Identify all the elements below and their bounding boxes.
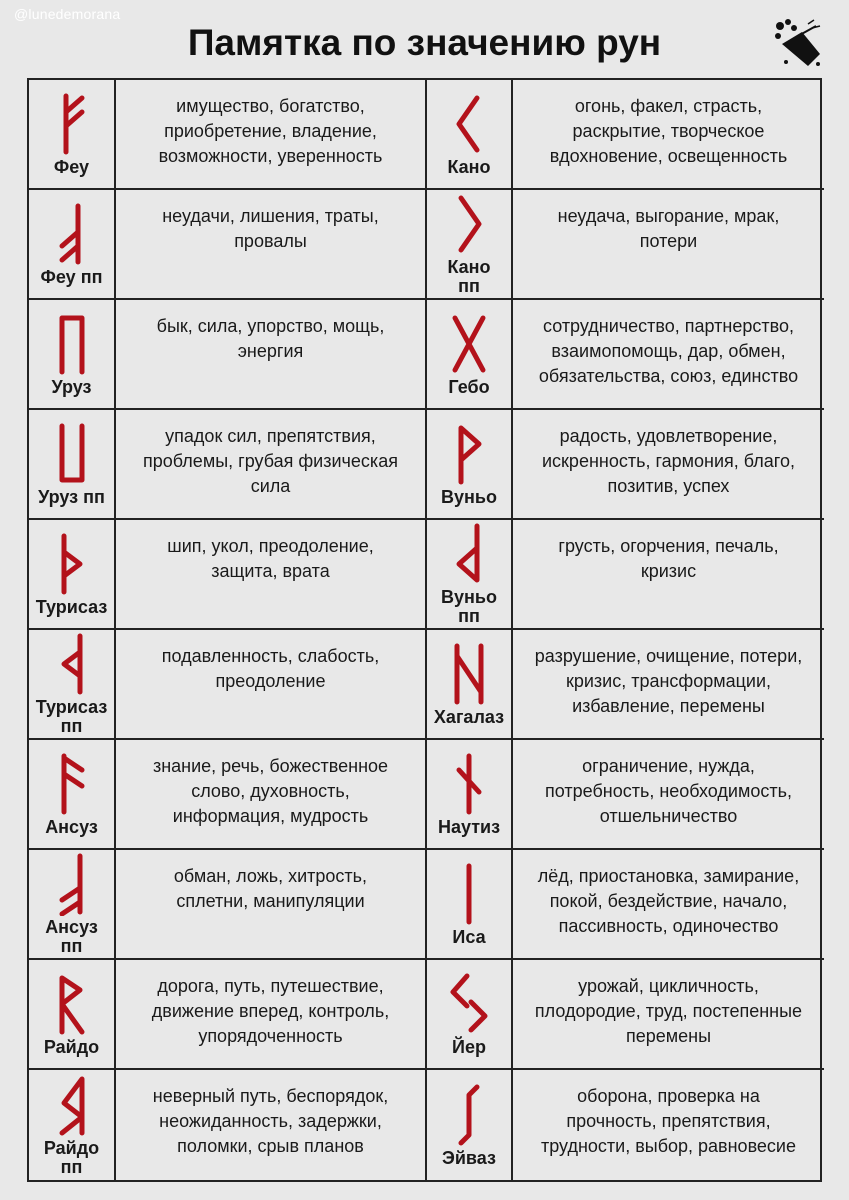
rune-nauthiz-icon: [447, 752, 491, 816]
rune-meaning-cell: [116, 630, 427, 740]
rune-symbol-cell: [29, 1070, 116, 1180]
rune-symbol-cell: [29, 630, 116, 740]
rune-symbol-cell: [29, 520, 116, 630]
rune-wunjo-icon: [447, 422, 491, 486]
rune-name: Райдо пп: [43, 1138, 100, 1177]
rune-meaning: неудача, выгорание, мрак, потери: [557, 206, 780, 251]
rune-symbol-cell: [427, 190, 513, 300]
rune-meaning: разрушение, очищение, потери, кризис, трансформации, избавление, перемены: [534, 646, 803, 716]
rune-meaning-cell: [513, 80, 824, 190]
rune-name: Гебо: [448, 376, 490, 397]
rune-meaning-cell: [116, 410, 427, 520]
rune-name: Эйваз: [442, 1147, 496, 1168]
rune-meaning: урожай, цикличность, плодородие, труд, постепенные перемены: [534, 976, 803, 1046]
rune-meaning: упадок сил, препятствия, проблемы, грубая физическая сила: [143, 426, 398, 496]
rune-meaning: бык, сила, упорство, мощь, энергия: [156, 316, 385, 361]
rune-ansuz-icon: [50, 752, 94, 816]
rune-meaning-cell: [116, 740, 427, 850]
watermark: @lunedemorana: [14, 6, 121, 22]
rune-ansuz-reversed-icon: [50, 852, 94, 916]
rune-meaning-cell: [513, 300, 824, 410]
rune-meaning: имущество, богатство, приобретение, владение, возможности, уверенность: [158, 96, 383, 166]
rune-kano-reversed-icon: [447, 192, 491, 256]
rune-meaning-cell: [116, 960, 427, 1070]
rune-meaning-cell: [116, 1070, 427, 1180]
rune-uruz-reversed-icon: [50, 422, 94, 486]
rune-name: Уруз: [51, 376, 92, 397]
rune-symbol-cell: [29, 410, 116, 520]
rune-eihwaz-icon: [447, 1083, 491, 1147]
rune-name: Хагалаз: [433, 706, 505, 727]
page-title: Памятка по значению рун: [187, 22, 662, 63]
rune-name: Райдо: [43, 1036, 100, 1057]
rune-meaning: сотрудничество, партнерство, взаимопомощь, дар, обмен, обязательства, союз, единство: [538, 316, 799, 386]
rune-meaning: радость, удовлетворение, искренность, гармония, благо, позитив, успех: [542, 426, 795, 496]
rune-raido-icon: [50, 972, 94, 1036]
rune-wunjo-reversed-icon: [447, 522, 491, 586]
rune-meaning: неверный путь, беспорядок, неожиданность, задержки, поломки, срыв планов: [152, 1086, 389, 1156]
rune-meaning: огонь, факел, страсть, раскрытие, творческое вдохновение, освещенность: [549, 96, 788, 166]
rune-meaning: ограничение, нужда, потребность, необходимость, отшельничество: [545, 756, 792, 826]
rune-name: Вуньо пп: [441, 587, 497, 626]
rune-meaning-cell: [513, 520, 824, 630]
rune-symbol-cell: [427, 410, 513, 520]
rune-symbol-cell: [29, 300, 116, 410]
rune-name: Кано: [447, 156, 491, 177]
rune-meaning-cell: [116, 300, 427, 410]
rune-symbol-cell: [427, 520, 513, 630]
rune-meaning-cell: [513, 1070, 824, 1180]
rune-name: Феу пп: [40, 266, 103, 287]
rune-name: Иса: [452, 926, 486, 947]
rune-name: Феу: [53, 156, 90, 177]
rune-meaning: грусть, огорчения, печаль, кризис: [558, 536, 779, 581]
rune-bag-logo-icon: [768, 14, 828, 74]
rune-symbol-cell: [427, 630, 513, 740]
rune-meaning: дорога, путь, путешествие, движение вперед, контроль, упорядоченность: [151, 976, 390, 1046]
rune-meaning-cell: [116, 80, 427, 190]
rune-symbol-cell: [427, 80, 513, 190]
rune-meaning: шип, укол, преодоление, защита, врата: [167, 536, 374, 581]
rune-name: Ансуз пп: [45, 917, 98, 956]
rune-fehu-reversed-icon: [50, 202, 94, 266]
rune-fehu-icon: [50, 92, 94, 156]
rune-name: Уруз пп: [38, 486, 105, 507]
rune-uruz-icon: [50, 312, 94, 376]
rune-name: Турисаз пп: [35, 697, 108, 736]
rune-symbol-cell: [427, 850, 513, 960]
rune-meaning-cell: [513, 630, 824, 740]
rune-meaning-cell: [116, 190, 427, 300]
rune-name: Кано пп: [447, 257, 491, 296]
rune-symbol-cell: [29, 740, 116, 850]
rune-name: Турисаз: [35, 596, 108, 617]
rune-name: Ансуз: [45, 816, 98, 837]
rune-symbol-cell: [29, 80, 116, 190]
rune-raido-reversed-icon: [50, 1073, 94, 1137]
rune-meaning-cell: [116, 850, 427, 960]
rune-jera-icon: [447, 972, 491, 1036]
rune-thurisaz-icon: [50, 532, 94, 596]
rune-hagalaz-icon: [447, 642, 491, 706]
rune-meaning-cell: [116, 520, 427, 630]
rune-name: Вуньо: [441, 486, 497, 507]
rune-meaning: подавленность, слабость, преодоление: [161, 646, 380, 691]
rune-symbol-cell: [427, 300, 513, 410]
rune-meaning: оборона, проверка на прочность, препятствия, трудности, выбор, равновесие: [540, 1086, 796, 1156]
rune-meaning-cell: [513, 190, 824, 300]
rune-symbol-cell: [29, 190, 116, 300]
rune-isa-icon: [447, 862, 491, 926]
rune-symbol-cell: [427, 1070, 513, 1180]
rune-meaning-cell: [513, 850, 824, 960]
rune-meaning: лёд, приостановка, замирание, покой, бездействие, начало, пассивность, одиночество: [537, 866, 800, 936]
rune-meaning: знание, речь, божественное слово, духовность, информация, мудрость: [152, 756, 389, 826]
rune-symbol-cell: [29, 960, 116, 1070]
rune-kano-icon: [447, 92, 491, 156]
rune-thurisaz-reversed-icon: [50, 632, 94, 696]
rune-symbol-cell: [427, 740, 513, 850]
rune-gebo-icon: [447, 312, 491, 376]
rune-symbol-cell: [427, 960, 513, 1070]
rune-meaning: неудачи, лишения, траты, провалы: [162, 206, 379, 251]
rune-meaning-cell: [513, 740, 824, 850]
rune-symbol-cell: [29, 850, 116, 960]
rune-meaning-cell: [513, 960, 824, 1070]
rune-name: Наутиз: [437, 816, 501, 837]
rune-name: Йер: [452, 1036, 486, 1057]
rune-table: [27, 78, 822, 1182]
rune-meaning: обман, ложь, хитрость, сплетни, манипуляции: [173, 866, 368, 911]
rune-meaning-cell: [513, 410, 824, 520]
